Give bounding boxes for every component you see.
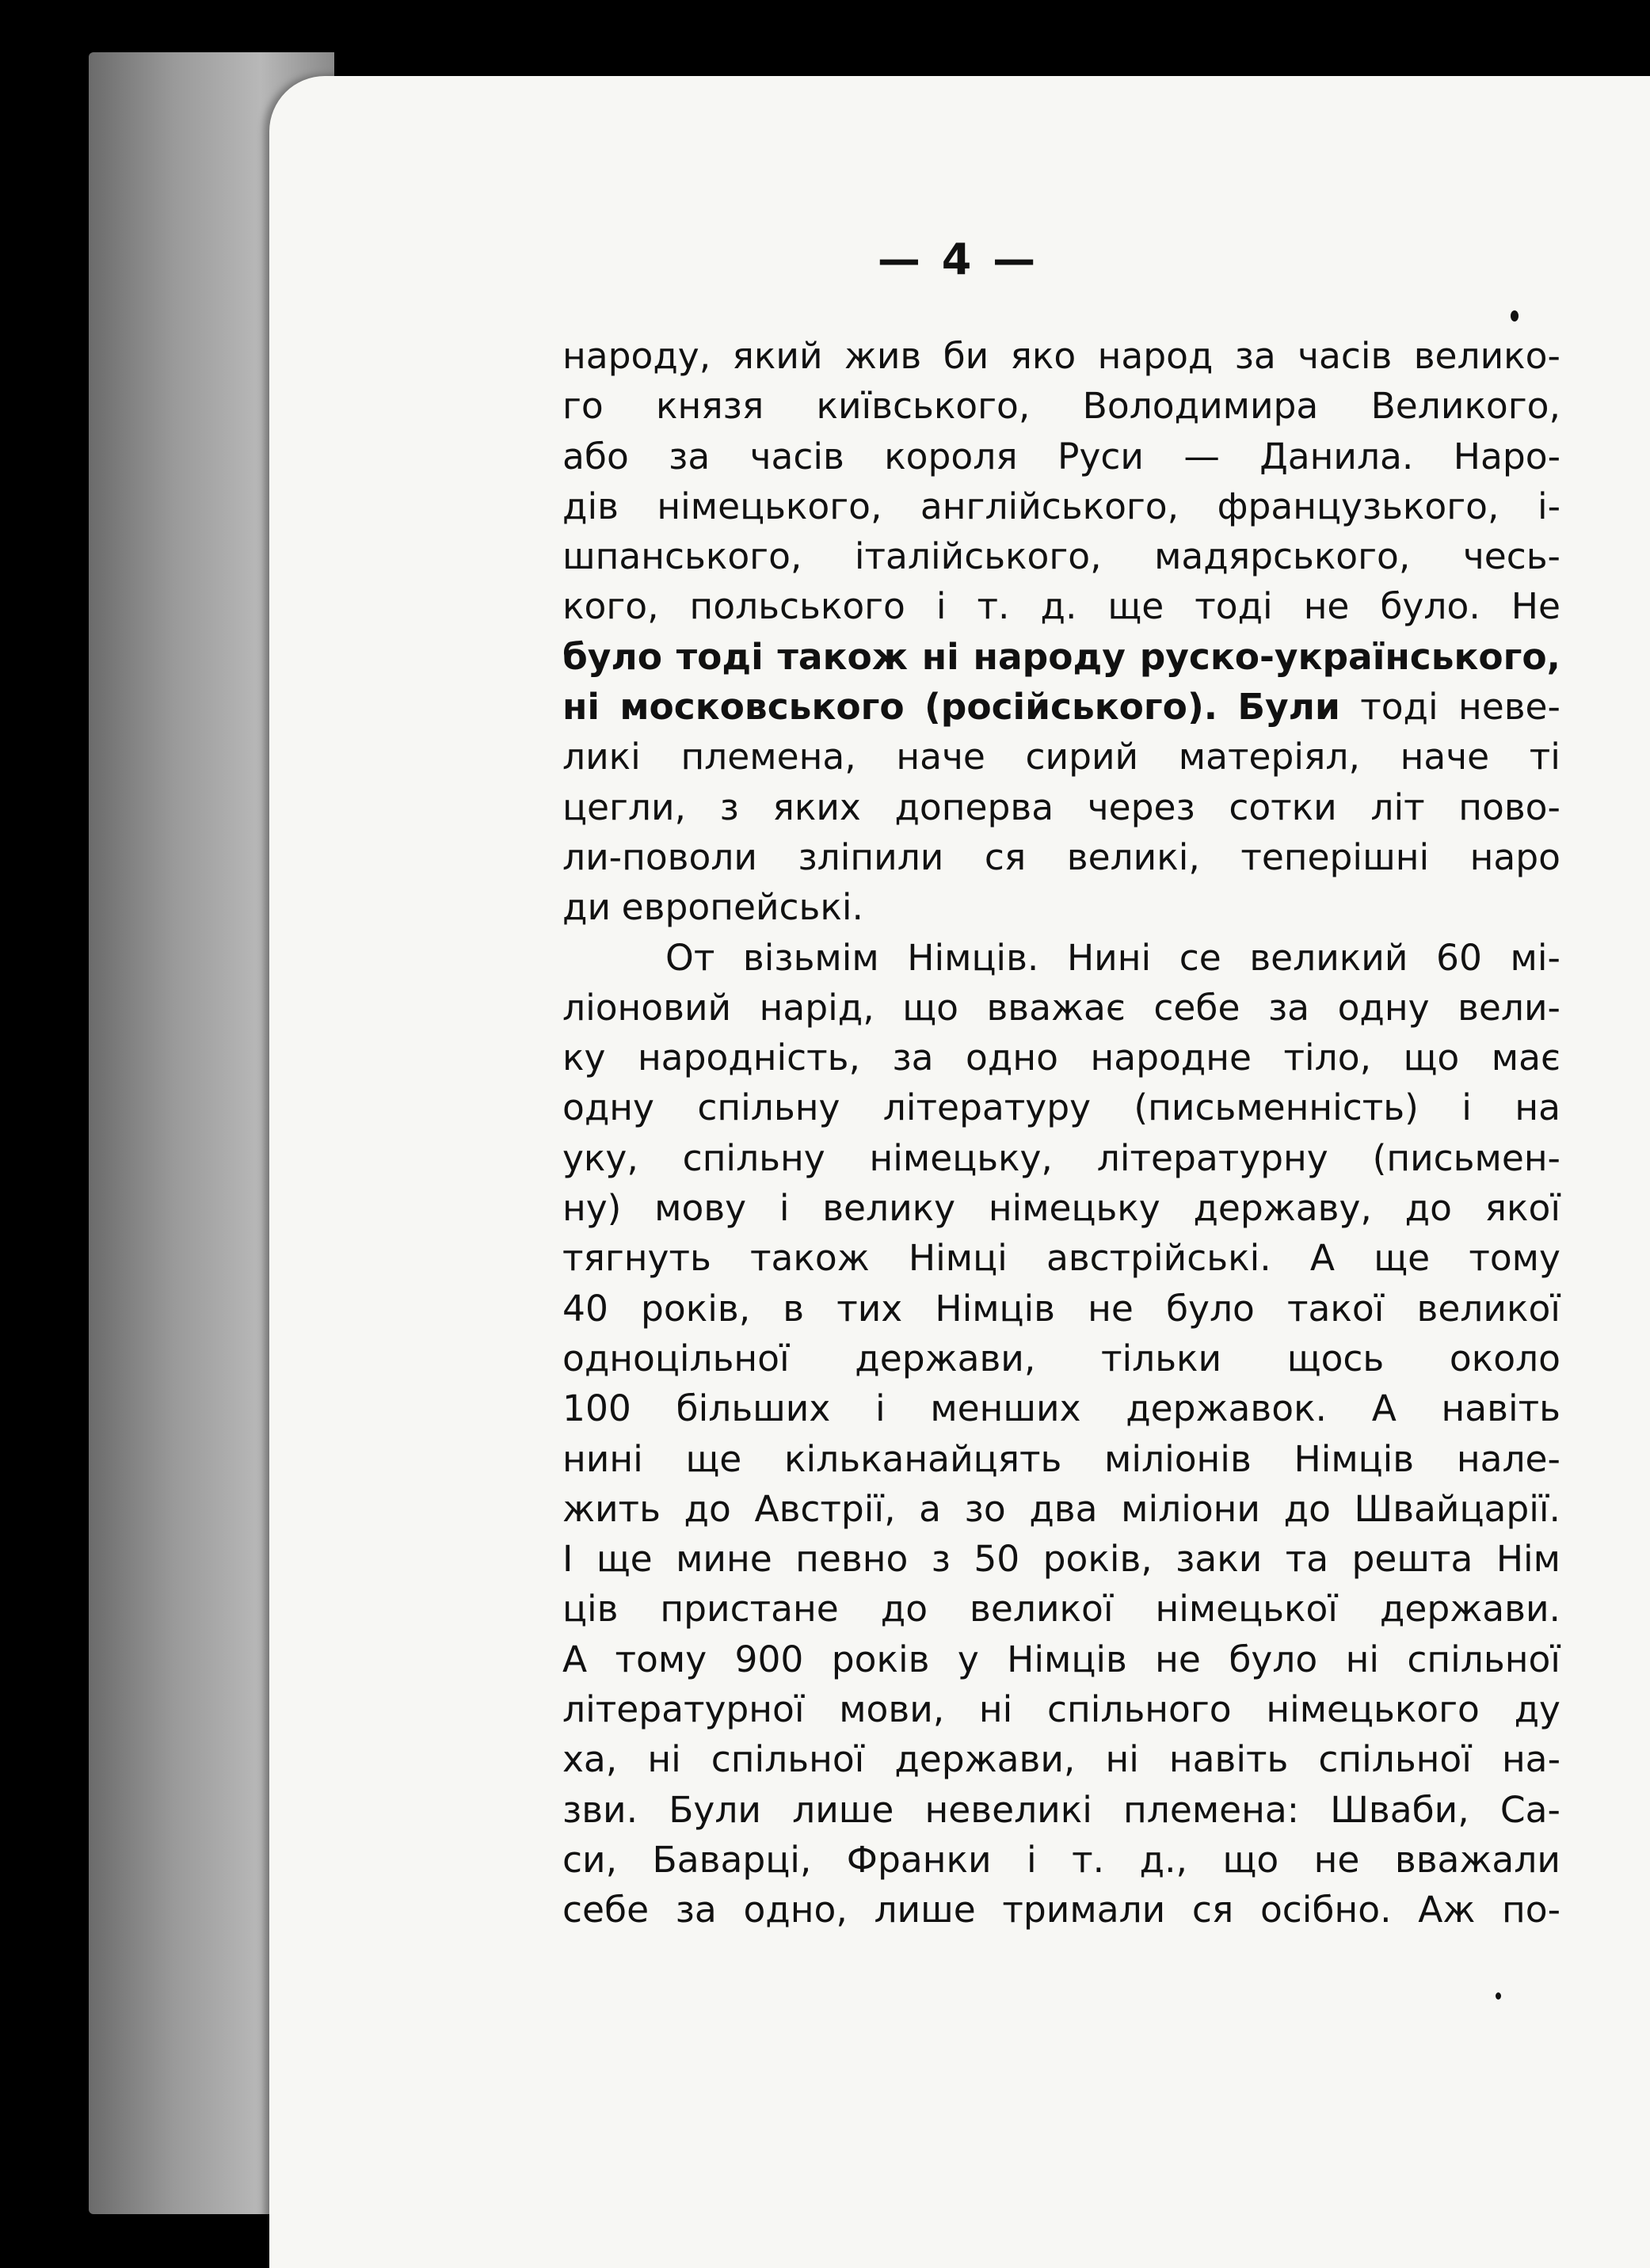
body-text [562, 331, 1560, 1935]
word: ку [562, 1037, 606, 1079]
word: київського, [816, 385, 1031, 428]
word: тоді [676, 635, 764, 678]
word: тільки [1100, 1337, 1222, 1379]
word: яких [772, 786, 861, 828]
word: і [1027, 1838, 1037, 1881]
text-line [562, 1785, 1560, 1835]
word: Швайцарії. [1354, 1487, 1560, 1530]
word: за [892, 1037, 934, 1079]
word: великої [970, 1588, 1114, 1631]
word: Були [669, 1788, 761, 1831]
word: велику [822, 1187, 956, 1230]
word: вважає [986, 986, 1126, 1029]
word: ще [1374, 1237, 1431, 1280]
word: Нім [1496, 1538, 1560, 1581]
word: А [1371, 1387, 1397, 1430]
word: у [957, 1638, 979, 1680]
word: і [875, 1387, 886, 1430]
word: за [1267, 986, 1310, 1029]
word: візьмім [742, 936, 879, 979]
word: 100 [562, 1387, 631, 1430]
word: Великого, [1370, 385, 1560, 428]
word: матеріял, [1178, 736, 1360, 778]
word: було [1165, 1287, 1255, 1330]
word: би [943, 335, 989, 377]
word: і [1461, 1086, 1472, 1129]
word: пово- [1458, 786, 1560, 828]
word: англійського, [920, 485, 1179, 527]
word: Шваби, [1330, 1788, 1469, 1831]
word: також [750, 1237, 870, 1280]
word: років, [1042, 1538, 1153, 1581]
word: ще [1107, 585, 1164, 628]
word: ну) [562, 1187, 622, 1230]
word: на [1515, 1086, 1560, 1129]
word: Наро- [1453, 435, 1560, 478]
word: народ [1097, 335, 1214, 377]
word: до [1283, 1487, 1331, 1530]
text-line [562, 432, 1560, 481]
word: Німців [935, 1287, 1055, 1330]
word: А [562, 1638, 588, 1680]
word: літературу [882, 1086, 1092, 1129]
text-line [562, 1183, 1560, 1233]
word: лише [792, 1788, 894, 1831]
word: років, [641, 1287, 751, 1330]
word: міліони [1121, 1487, 1260, 1530]
word: І [562, 1538, 573, 1581]
word: (російського). [924, 686, 1218, 729]
word: ся [1191, 1889, 1234, 1931]
word: міліонів [1104, 1437, 1252, 1480]
word: Володимира [1082, 385, 1319, 428]
word: осібно. [1259, 1889, 1392, 1931]
word: було [562, 635, 663, 678]
word: нарід, [759, 986, 875, 1029]
word: ся [984, 835, 1027, 878]
word: тоді [1195, 585, 1273, 628]
word: го [562, 385, 604, 428]
word: до [880, 1588, 928, 1631]
word: німецького [1266, 1688, 1480, 1731]
word: д., [1139, 1838, 1187, 1881]
page-number: — 4 — [877, 234, 1039, 284]
word: літературної [562, 1688, 805, 1731]
word: Німців [1007, 1638, 1127, 1680]
word: одну [562, 1086, 654, 1129]
word: та [1285, 1538, 1329, 1581]
word: Німців. [907, 936, 1039, 979]
text-line [562, 782, 1560, 832]
word: за [1234, 335, 1276, 377]
word: т. [977, 585, 1010, 628]
word: великі, [1066, 835, 1200, 878]
word: Баварці, [652, 1838, 812, 1881]
word: т. [1072, 1838, 1105, 1881]
text-line [562, 732, 1560, 782]
word: наче [896, 736, 985, 778]
word: зо [964, 1487, 1006, 1530]
word: до [1404, 1187, 1452, 1230]
word: мову [654, 1187, 747, 1230]
word: ні [562, 686, 600, 729]
word: шпанського, [562, 535, 802, 578]
word: неве- [1458, 686, 1560, 729]
word: московського [619, 686, 905, 729]
word: Нині [1066, 936, 1152, 979]
word: ні [1105, 1738, 1139, 1781]
word: наче [1400, 736, 1490, 778]
word: ні [647, 1738, 681, 1781]
word: який [732, 335, 823, 377]
word: ців [562, 1588, 619, 1631]
word: одно [966, 1037, 1058, 1079]
text-line [562, 1534, 1560, 1584]
word: не [1313, 1838, 1360, 1881]
word: 900 [734, 1638, 804, 1680]
text-line [562, 1835, 1560, 1885]
word: се [1179, 936, 1221, 979]
word: Німці [908, 1237, 1008, 1280]
text-line [562, 481, 1560, 531]
word: навіть [1168, 1738, 1289, 1781]
word: держави, [855, 1337, 1036, 1379]
text-line [562, 832, 1560, 882]
word: Не [1511, 585, 1560, 628]
text-line [562, 882, 1560, 932]
word: до [684, 1487, 731, 1530]
word: наро [1469, 835, 1560, 878]
word: решта [1351, 1538, 1473, 1581]
word: французького, [1217, 485, 1499, 527]
word: заки [1176, 1538, 1263, 1581]
word: такої [1287, 1287, 1385, 1330]
word: часів [749, 435, 844, 478]
word: ні [978, 1688, 1013, 1731]
word: короля [884, 435, 1018, 478]
text-line [562, 1383, 1560, 1433]
word: жить [562, 1487, 661, 1530]
word: д. [1040, 585, 1077, 628]
word: вважали [1394, 1838, 1560, 1881]
word: німецького, [657, 485, 882, 527]
word: менших [930, 1387, 1081, 1430]
word: себе [562, 1889, 650, 1931]
text-line [562, 1584, 1560, 1634]
word: Са- [1499, 1788, 1560, 1831]
word: і [936, 585, 947, 628]
word: сирий [1025, 736, 1139, 778]
word: сотки [1229, 786, 1337, 828]
word: племена: [1123, 1788, 1300, 1831]
word: тягнуть [562, 1237, 711, 1280]
word: племена, [680, 736, 856, 778]
word: великої [1416, 1287, 1560, 1330]
text-line [562, 1434, 1560, 1484]
word: 60 [1436, 936, 1482, 979]
word: що [1403, 1037, 1460, 1079]
word: себе [1153, 986, 1240, 1029]
book-page [269, 76, 1650, 2268]
word: ди [562, 886, 612, 929]
word: вели- [1458, 986, 1560, 1029]
word: спільної [711, 1738, 865, 1781]
word: було. [1380, 585, 1480, 628]
word: народу, [562, 335, 711, 377]
word: Австрії, [754, 1487, 896, 1530]
word: спільної [1318, 1738, 1472, 1781]
word: ли-поволи [562, 835, 757, 878]
word: не [1088, 1287, 1134, 1330]
word: — [1183, 435, 1220, 478]
word: зліпили [798, 835, 944, 878]
ink-speck [1496, 1992, 1501, 2000]
text-line [562, 1334, 1560, 1383]
word: два [1029, 1487, 1098, 1530]
word: мі- [1510, 936, 1560, 979]
word: спільну [682, 1136, 825, 1179]
text-line [562, 632, 1560, 682]
word: ті [1529, 736, 1560, 778]
word: чесь- [1462, 535, 1560, 578]
word: одно, [743, 1889, 848, 1931]
word: великий [1249, 936, 1408, 979]
word: около [1449, 1337, 1560, 1379]
word: більших [676, 1387, 831, 1430]
word: років [831, 1638, 930, 1680]
word: уку, [562, 1136, 638, 1179]
word: яко [1010, 335, 1077, 377]
word: літ [1370, 786, 1425, 828]
word: мине [676, 1538, 772, 1581]
word: велико- [1413, 335, 1560, 377]
word: через [1087, 786, 1195, 828]
word: жив [844, 335, 922, 377]
word: німецьку, [869, 1136, 1053, 1179]
word: а [919, 1487, 942, 1530]
ink-speck [1511, 310, 1519, 322]
text-line [562, 983, 1560, 1033]
text-line [562, 581, 1560, 631]
word: ликі [562, 736, 641, 778]
word: народність, [637, 1037, 860, 1079]
word: не [1155, 1638, 1201, 1680]
text-line [562, 933, 1560, 983]
word: що [1222, 1838, 1279, 1881]
word: і [779, 1187, 790, 1230]
word: що [902, 986, 958, 1029]
word: навіть [1441, 1387, 1560, 1430]
word: не [1303, 585, 1350, 628]
word: теперішні [1240, 835, 1430, 878]
text-line [562, 1734, 1560, 1784]
word: держави, [894, 1738, 1076, 1781]
text-line [562, 1083, 1560, 1132]
text-line [562, 1284, 1560, 1334]
word: ліоновий [562, 986, 732, 1029]
word: ще [685, 1437, 742, 1480]
word: А [1309, 1237, 1336, 1280]
text-line [562, 1033, 1560, 1083]
word: цегли, [562, 786, 686, 828]
word: пристане [660, 1588, 839, 1631]
word: тіло, [1283, 1037, 1372, 1079]
word: польського [689, 585, 905, 628]
word: за [669, 435, 711, 478]
word: також [777, 635, 908, 678]
word: лише [874, 1889, 976, 1931]
word: німецької [1155, 1588, 1338, 1631]
word: державок. [1126, 1387, 1328, 1430]
word: мови, [839, 1688, 945, 1731]
word: має [1491, 1037, 1560, 1079]
word: руско-українського, [1139, 635, 1560, 678]
word: Руси [1057, 435, 1144, 478]
text-line [562, 1885, 1560, 1935]
word: по- [1501, 1889, 1560, 1931]
word: си, [562, 1838, 618, 1881]
word: ха, [562, 1738, 618, 1781]
word: дів [562, 485, 619, 527]
word: ні [921, 635, 959, 678]
word: 40 [562, 1287, 608, 1330]
word: (письмен- [1372, 1136, 1560, 1179]
word: якої [1484, 1187, 1560, 1230]
word: нале- [1456, 1437, 1560, 1480]
text-line [562, 1684, 1560, 1734]
text-line [562, 381, 1560, 431]
word: з [931, 1538, 951, 1581]
word: кільканайцять [784, 1437, 1062, 1480]
word: ні [1345, 1638, 1379, 1680]
word: щось [1286, 1337, 1385, 1379]
word: держави. [1379, 1588, 1560, 1631]
word: тоді [1360, 686, 1439, 729]
word: німецьку [988, 1187, 1160, 1230]
word: і- [1537, 485, 1560, 527]
word: австрійські. [1046, 1237, 1271, 1280]
word: кого, [562, 585, 659, 628]
word: европейські. [621, 886, 863, 929]
word: на- [1501, 1738, 1560, 1781]
text-line [562, 1233, 1560, 1283]
text-line [562, 531, 1560, 581]
word: Франки [846, 1838, 992, 1881]
word: спільного [1047, 1688, 1232, 1731]
text-line [562, 1634, 1560, 1684]
word: Німців [1294, 1437, 1415, 1480]
word: тримали [1002, 1889, 1166, 1931]
word: Аж [1418, 1889, 1476, 1931]
word: тих [836, 1287, 903, 1330]
text-line [562, 1133, 1560, 1183]
word: мадярського, [1154, 535, 1411, 578]
word: одноцільної [562, 1337, 790, 1379]
word: спільну [697, 1086, 840, 1129]
word: в [783, 1287, 805, 1330]
word: доперва [894, 786, 1054, 828]
word: італійського, [854, 535, 1102, 578]
word: нині [562, 1437, 643, 1480]
word: Данила. [1259, 435, 1414, 478]
word: тому [1469, 1237, 1560, 1280]
word: (письменність) [1134, 1086, 1419, 1129]
text-line [562, 331, 1560, 381]
word: спільної [1407, 1638, 1560, 1680]
text-line [562, 682, 1560, 732]
word: державу, [1193, 1187, 1372, 1230]
word: 50 [974, 1538, 1020, 1581]
word: ще [596, 1538, 653, 1581]
word: ду [1514, 1688, 1560, 1731]
word: зви. [562, 1788, 638, 1831]
word: народне [1090, 1037, 1252, 1079]
word: Були [1237, 686, 1340, 729]
word: народу [973, 635, 1126, 678]
word: От [665, 936, 715, 979]
word: було [1229, 1638, 1318, 1680]
word: невеликі [924, 1788, 1092, 1831]
word: тому [615, 1638, 707, 1680]
word: певно [795, 1538, 909, 1581]
text-line [562, 1484, 1560, 1534]
word: або [562, 435, 629, 478]
word: князя [656, 385, 764, 428]
word: часів [1298, 335, 1393, 377]
word: одну [1337, 986, 1430, 1029]
word: з [719, 786, 739, 828]
word: за [675, 1889, 717, 1931]
word: літературну [1096, 1136, 1328, 1179]
